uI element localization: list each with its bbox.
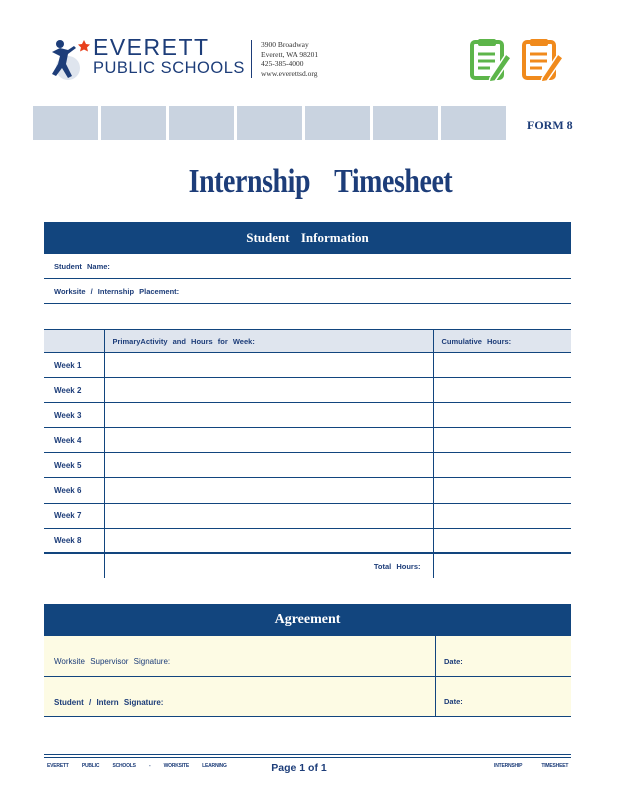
student-date-divider — [435, 677, 436, 716]
table-row — [44, 503, 571, 528]
worksite-placement-label: Worksite / Internship Placement: — [54, 287, 180, 296]
week-label: Week 1 — [44, 353, 104, 378]
footer-right-text: INTERNSHIP TIMESHEET — [494, 763, 569, 769]
hours-table-header — [44, 330, 571, 353]
address-line: 3900 Broadway — [261, 40, 309, 49]
total-hours-cell[interactable] — [433, 553, 571, 578]
page-title: Internship Timesheet — [188, 163, 453, 200]
table-row — [44, 478, 571, 503]
tab-block — [373, 106, 438, 140]
footer-rule — [44, 757, 571, 758]
footer-left-text: EVERETT PUBLIC SCHOOLS - WORKSITE LEARNING — [47, 763, 227, 769]
address-block — [261, 40, 318, 78]
table-row — [44, 453, 571, 478]
activity-cell[interactable] — [104, 353, 433, 378]
address-line: www.everettsd.org — [261, 68, 318, 78]
total-empty-cell — [44, 553, 104, 578]
student-signature-row[interactable] — [44, 677, 571, 717]
cumulative-cell[interactable] — [433, 528, 571, 553]
header-divider — [251, 40, 252, 78]
week-label: Week 5 — [44, 453, 104, 478]
tab-block — [441, 106, 506, 140]
form-number: FORM 8 — [527, 118, 573, 132]
activity-cell[interactable] — [104, 503, 433, 528]
tab-block — [237, 106, 302, 140]
org-name — [93, 36, 245, 77]
activity-cell[interactable] — [104, 528, 433, 553]
supervisor-signature-label: Worksite Supervisor Signature: — [54, 657, 171, 666]
week-label: Week 7 — [44, 503, 104, 528]
edit-document-green-icon — [468, 38, 514, 82]
cumulative-cell[interactable] — [433, 478, 571, 503]
student-name-label: Student Name: — [54, 262, 110, 271]
page-number: Page 1 of 1 — [271, 762, 327, 774]
table-row — [44, 403, 571, 428]
org-name-line2: PUBLIC SCHOOLS — [93, 59, 245, 77]
cumulative-cell[interactable] — [433, 403, 571, 428]
student-name-field[interactable] — [44, 254, 571, 279]
cumulative-cell[interactable] — [433, 353, 571, 378]
supervisor-date-label: Date: — [444, 657, 463, 666]
tab-block — [169, 106, 234, 140]
supervisor-date-divider — [435, 636, 436, 676]
activity-cell[interactable] — [104, 428, 433, 453]
tab-strip — [33, 106, 506, 140]
activity-cell[interactable] — [104, 478, 433, 503]
total-hours-label: Total Hours: — [104, 553, 433, 578]
tab-block — [305, 106, 370, 140]
week-label: Week 4 — [44, 428, 104, 453]
table-row — [44, 353, 571, 378]
activity-cell[interactable] — [104, 378, 433, 403]
student-signature-label: Student / Intern Signature: — [54, 698, 164, 707]
activity-cell[interactable] — [104, 403, 433, 428]
table-row — [44, 428, 571, 453]
tab-block — [101, 106, 166, 140]
header-cumulative-cell: Cumulative Hours: — [433, 330, 571, 353]
header-activity-cell: PrimaryActivity and Hours for Week: — [104, 330, 433, 353]
week-label: Week 6 — [44, 478, 104, 503]
week-label: Week 3 — [44, 403, 104, 428]
agreement-header: Agreement — [44, 604, 571, 636]
cumulative-cell[interactable] — [433, 428, 571, 453]
student-date-label: Date: — [444, 697, 463, 706]
address-line: 425-385-4000 — [261, 59, 304, 68]
worksite-placement-field[interactable] — [44, 279, 571, 304]
header-week-cell — [44, 330, 104, 353]
activity-cell[interactable] — [104, 453, 433, 478]
total-row — [44, 553, 571, 578]
edit-document-orange-icon — [520, 38, 566, 82]
week-label: Week 8 — [44, 528, 104, 553]
org-name-line1: EVERETT — [93, 34, 210, 60]
table-row — [44, 528, 571, 553]
supervisor-signature-row[interactable] — [44, 636, 571, 677]
table-row — [44, 378, 571, 403]
week-label: Week 2 — [44, 378, 104, 403]
hours-table — [44, 329, 571, 578]
tab-block — [33, 106, 98, 140]
address-line: Everett, WA 98201 — [261, 49, 319, 59]
student-info-header: Student Information — [44, 222, 571, 254]
cumulative-cell[interactable] — [433, 378, 571, 403]
cumulative-cell[interactable] — [433, 453, 571, 478]
cumulative-cell[interactable] — [433, 503, 571, 528]
footer-rule — [44, 754, 571, 755]
